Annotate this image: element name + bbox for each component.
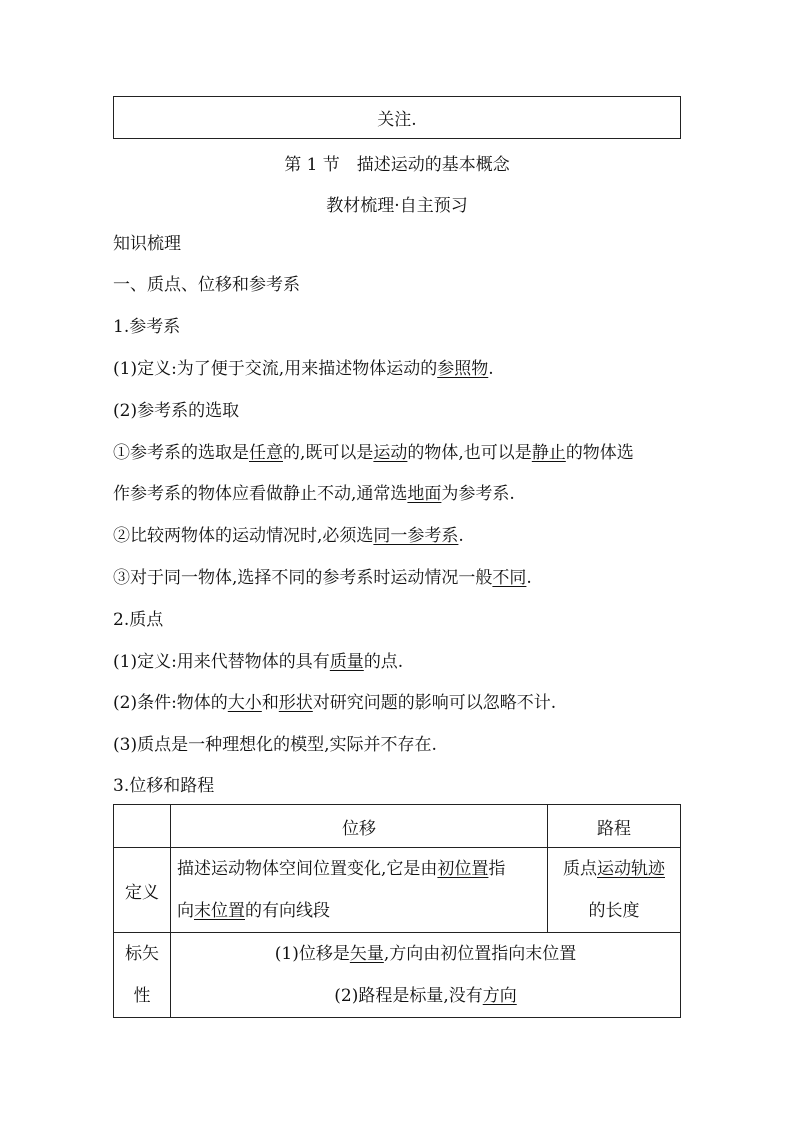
blank-answer: 运动 [373,443,408,463]
heading-displacement-distance: 3.位移和路程 [113,776,215,796]
blank-answer: 运动轨迹 [597,859,665,879]
reference-frame-rule-1-cont: 作参考系的物体应看做静止不动,通常选地面为参考系. [113,484,515,504]
reference-frame-definition: (1)定义:为了便于交流,用来描述物体运动的参照物. [113,359,494,379]
blank-answer: 不同 [492,568,527,588]
row-label-definition: 定义 [114,848,171,933]
blank-answer: 矢量 [349,944,384,964]
particle-model: (3)质点是一种理想化的模型,实际并不存在. [113,735,437,755]
table-header-displacement: 位移 [171,805,548,848]
particle-condition: (2)条件:物体的大小和形状对研究问题的影响可以忽略不计. [113,693,557,713]
displacement-distance-table [113,804,681,1018]
cell-vector-scalar-description: (1)位移是矢量,方向由初位置指向末位置 (2)路程是标量,没有方向 [171,933,681,1018]
blank-answer: 静止 [531,443,566,463]
blank-answer: 地面 [407,484,442,504]
reference-frame-rule-2: ②比较两物体的运动情况时,必须选同一参考系. [113,526,464,546]
blank-answer: 同一参考系 [373,526,459,546]
blank-answer: 任意 [249,443,283,463]
particle-definition: (1)定义:用来代替物体的具有质量的点. [113,652,404,672]
chapter-title: 第 1 节 描述运动的基本概念 [284,155,510,175]
blank-answer: 大小 [227,693,262,713]
blank-answer: 初位置 [437,859,489,879]
table-corner-cell [114,805,171,848]
cell-displacement-definition: 描述运动物体空间位置变化,它是由初位置指 向末位置的有向线段 [171,848,548,933]
heading-section-one: 一、质点、位移和参考系 [113,275,300,295]
notice-text: 关注. [377,110,417,130]
heading-reference-frame: 1.参考系 [113,317,181,337]
blank-answer: 形状 [278,693,313,713]
heading-knowledge: 知识梳理 [113,234,181,254]
row-label-vector-scalar: 标矢 性 [114,933,171,1018]
table-row-definition [114,848,681,933]
blank-answer: 参照物 [437,359,489,379]
blank-answer: 质量 [329,652,364,672]
notice-box [113,96,681,139]
reference-frame-selection-heading: (2)参考系的选取 [113,401,240,421]
heading-particle: 2.质点 [113,610,164,630]
table-header-row [114,805,681,848]
table-header-distance: 路程 [548,805,681,848]
blank-answer: 末位置 [194,901,245,921]
reference-frame-rule-1: ①参考系的选取是任意的,既可以是运动的物体,也可以是静止的物体选 [113,443,634,463]
blank-answer: 方向 [482,986,517,1006]
table-row-vector-scalar [114,933,681,1018]
section-subtitle: 教材梳理·自主预习 [326,196,468,216]
reference-frame-rule-3: ③对于同一物体,选择不同的参考系时运动情况一般不同. [113,568,532,588]
cell-distance-definition: 质点运动轨迹 的长度 [548,848,681,933]
